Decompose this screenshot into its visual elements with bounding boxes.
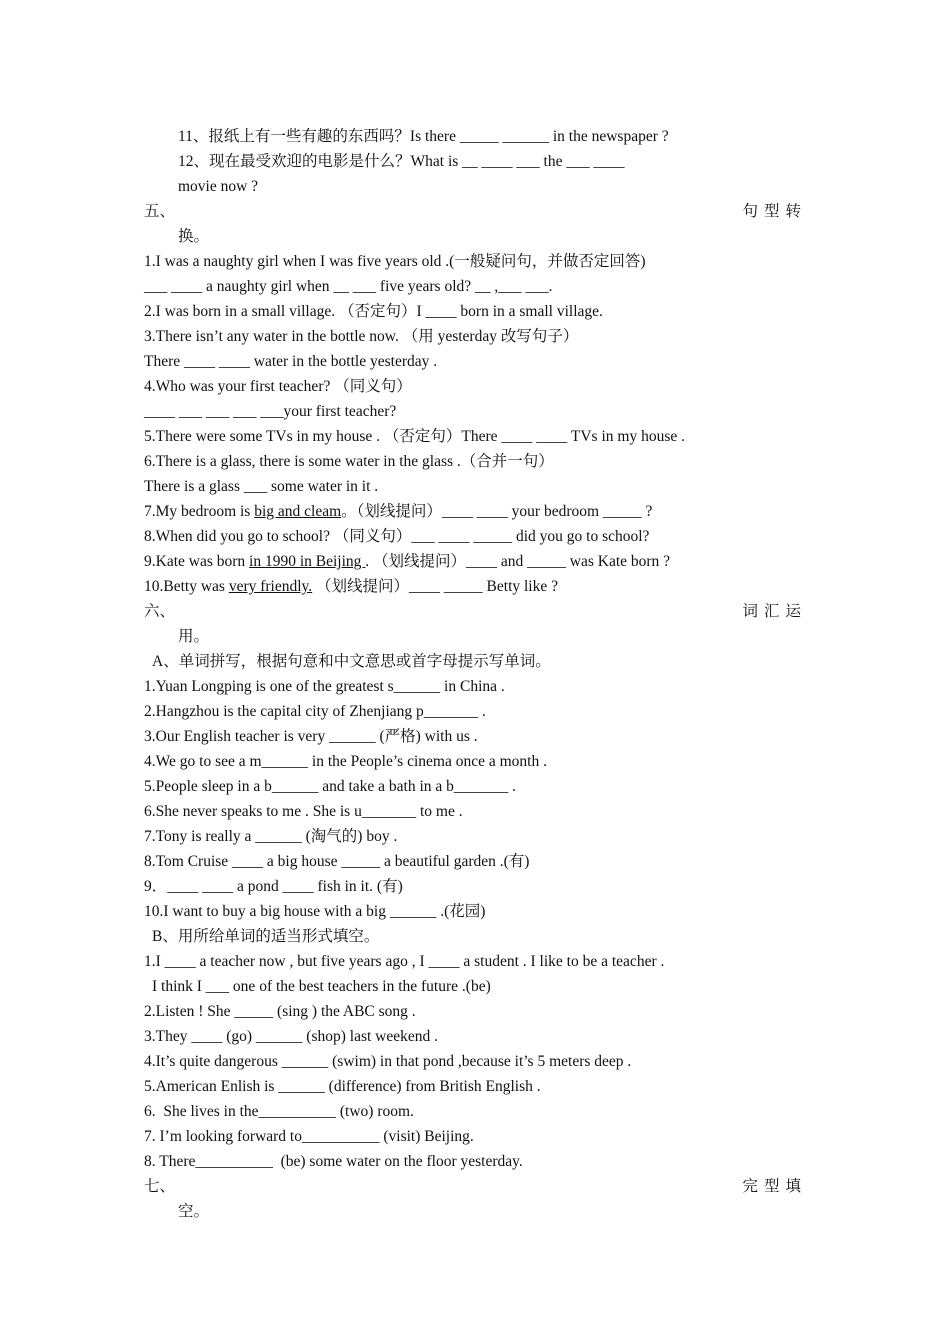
b-item-2: 2.Listen ! She _____ (sing ) the ABC song .	[144, 1003, 416, 1020]
a-item-4: 4.We go to see a m______ in the People’s cinema once a month .	[144, 753, 547, 770]
section-6-title: 词汇运	[742, 603, 807, 620]
section-6-title-wrap: 用。	[178, 628, 210, 645]
b-item-8: 8. There__________ (be) some water on the floor yesterday.	[144, 1153, 523, 1170]
s5-item-7-post: 。（划线提问）____ ____ your bedroom _____ ?	[341, 503, 653, 520]
b-item-1: 1.I ____ a teacher now , but five years ago , I ____ a student . I like to be a teacher .	[144, 953, 665, 970]
s5-item-10	[144, 577, 558, 597]
s5-item-3: 3.There isn’t any water in the bottle now. （用 yesterday 改写句子）	[144, 328, 579, 345]
s5-item-5: 5.There were some TVs in my house . （否定句）There ____ ____ TVs in my house .	[144, 428, 685, 445]
a-item-7: 7.Tony is really a ______ (淘气的) boy .	[144, 828, 398, 845]
a-item-9: 9．____ ____ a pond ____ fish in it. (有)	[144, 878, 403, 895]
s5-item-9-pre: 9.Kate was born	[144, 553, 250, 570]
s5-item-2: 2.I was born in a small village. （否定句）I ____ born in a small village.	[144, 303, 603, 320]
a-item-1: 1.Yuan Longping is one of the greatest s______ in China .	[144, 678, 505, 695]
s5-item-10-post: （划线提问）____ _____ Betty like ?	[312, 578, 559, 595]
b-item-6: 6. She lives in the__________ (two) room.	[144, 1103, 414, 1120]
s5-item-7-underlined: big and cleam	[254, 503, 342, 520]
section-7-number: 七、	[144, 1178, 176, 1195]
section-7-title: 完型填	[742, 1178, 807, 1195]
s5-item-10-pre: 10.Betty was	[144, 578, 229, 595]
b-item-1-continued: I think I ___ one of the best teachers in the future .(be)	[152, 978, 491, 995]
part-b-heading: B、用所给单词的适当形式填空。	[152, 928, 380, 945]
a-item-6: 6.She never speaks to me . She is u_______ to me .	[144, 803, 463, 820]
a-item-5: 5.People sleep in a b______ and take a bath in a b_______ .	[144, 778, 516, 795]
s5-item-10-underlined: very friendly.	[228, 578, 313, 595]
section-5-title-wrap: 换。	[178, 228, 210, 245]
a-item-8: 8.Tom Cruise ____ a big house _____ a beautiful garden .(有)	[144, 853, 530, 870]
question-12-continued: movie now ?	[178, 178, 259, 195]
b-item-5: 5.American Enlish is ______ (difference) from British English .	[144, 1078, 541, 1095]
section-5-title: 句型转	[742, 203, 807, 220]
a-item-10: 10.I want to buy a big house with a big ______ .(花园)	[144, 903, 486, 920]
a-item-2: 2.Hangzhou is the capital city of Zhenjiang p_______ .	[144, 703, 486, 720]
a-item-3: 3.Our English teacher is very ______ (严格) with us .	[144, 728, 478, 745]
s5-item-9	[144, 552, 670, 572]
s5-item-1-answer: ___ ____ a naughty girl when __ ___ five years old? __ ,___ ___.	[144, 278, 553, 295]
question-12: 12、现在最受欢迎的电影是什么？What is __ ____ ___ the ___ ____	[178, 153, 625, 170]
b-item-7: 7. I’m looking forward to__________ (visit) Beijing.	[144, 1128, 474, 1145]
s5-item-6-answer: There is a glass ___ some water in it .	[144, 478, 379, 495]
s5-item-3-answer: There ____ ____ water in the bottle yesterday .	[144, 353, 438, 370]
section-7-title-wrap: 空。	[178, 1203, 210, 1220]
part-a-heading: A、单词拼写，根据句意和中文意思或首字母提示写单词。	[152, 653, 551, 670]
s5-item-6: 6.There is a glass, there is some water in the glass .（合并一句）	[144, 453, 554, 470]
s5-item-7	[144, 502, 652, 522]
section-6-number: 六、	[144, 603, 176, 620]
b-item-4: 4.It’s quite dangerous ______ (swim) in that pond ,because it’s 5 meters deep .	[144, 1053, 632, 1070]
s5-item-4: 4.Who was your first teacher? （同义句）	[144, 378, 412, 395]
s5-item-4-answer: ____ ___ ___ ___ ___your first teacher?	[144, 403, 397, 420]
s5-item-9-underlined: in 1990 in Beijing	[249, 553, 366, 570]
section-5-number: 五、	[144, 203, 176, 220]
s5-item-7-pre: 7.My bedroom is	[144, 503, 255, 520]
s5-item-8: 8.When did you go to school? （同义句）___ ____ _____ did you go to school?	[144, 528, 650, 545]
s5-item-9-post: . （划线提问）____ and _____ was Kate born ?	[365, 553, 671, 570]
question-11: 11、报纸上有一些有趣的东西吗？Is there _____ ______ in the newspaper ?	[178, 128, 669, 145]
b-item-3: 3.They ____ (go) ______ (shop) last weekend .	[144, 1028, 439, 1045]
s5-item-1: 1.I was a naughty girl when I was five years old .(一般疑问句，并做否定回答)	[144, 253, 646, 270]
